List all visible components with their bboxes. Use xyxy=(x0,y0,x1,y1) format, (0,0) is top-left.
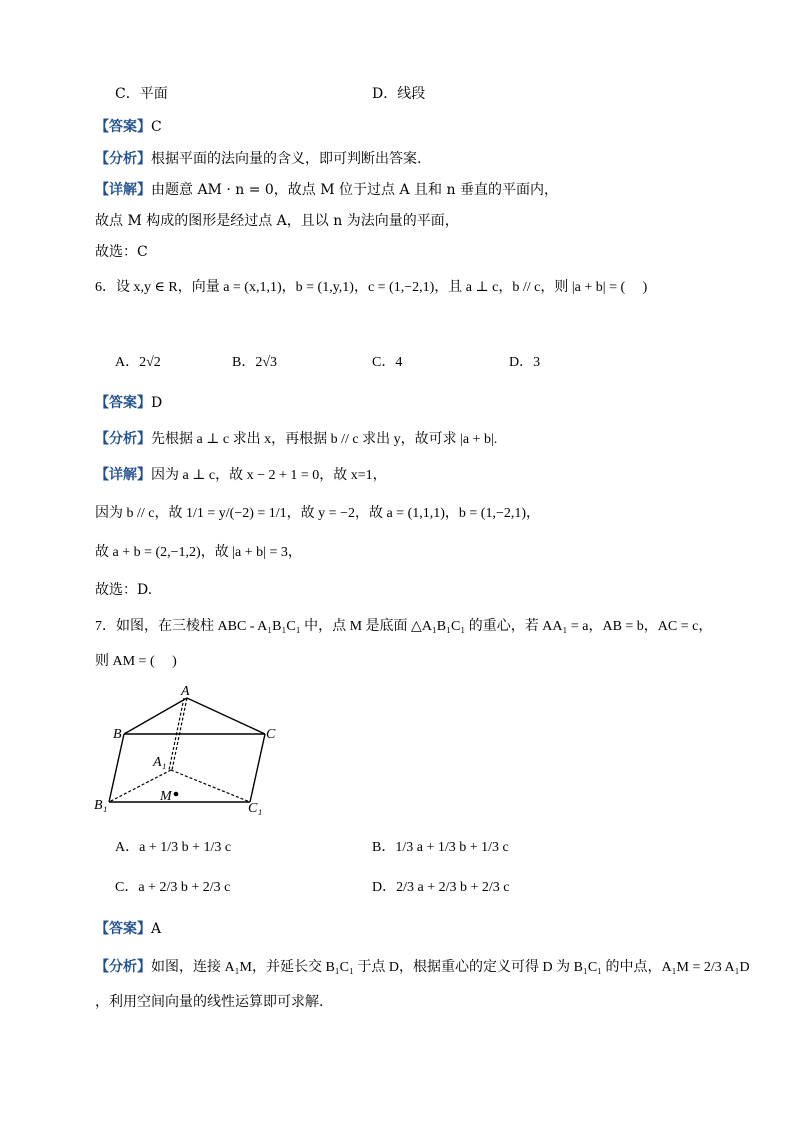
q6-detail-3: 故 a + b = (2,−1,2)，故 |a + b| = 3， xyxy=(95,545,302,560)
q6-detail-line xyxy=(95,465,387,486)
label-A: A xyxy=(181,684,190,699)
label-M: M xyxy=(160,789,172,804)
q7-analysis-1: 如图，连接 A₁M，并延长交 B₁C₁ 于点 D，根据重心的定义可得 D 为 B₁C₁ 的中点，A₁M = 2/3 A₁D xyxy=(151,960,750,975)
edge-AC xyxy=(187,698,265,734)
q7-option-b: B．1/3 a + 1/3 b + 1/3 c xyxy=(372,840,509,855)
label-B1: B₁ xyxy=(94,798,108,813)
q6-analysis-line xyxy=(95,429,497,450)
q5-detail-1: 由题意 AM · n = 0，故点 M 位于过点 A 且和 n 垂直的平面内， xyxy=(151,182,558,198)
answer-tag: 【答案】 xyxy=(95,921,151,937)
label-B: B xyxy=(113,727,122,742)
q7-option-a: A．a + 1/3 b + 1/3 c xyxy=(115,840,232,855)
q6-stem: 6．设 x,y ∈ R，向量 a = (x,1,1)，b = (1,y,1)，c = (1,−2,1)，且 a ⊥ c，b // c，则 |a + b| = ( ) xyxy=(95,280,648,295)
q5-analysis: 根据平面的法向量的含义，即可判断出答案. xyxy=(151,151,422,167)
q7-stem-1: 7．如图，在三棱柱 ABC - A₁B₁C₁ 中，点 M 是底面 △A₁B₁C₁ 的重心，若 AA₁ = a，AB = b，AC = c， xyxy=(95,619,713,634)
detail-tag: 【详解】 xyxy=(95,467,151,483)
q6-option-b: B．2√3 xyxy=(232,355,278,370)
q6-detail-1: 因为 a ⊥ c，故 x − 2 + 1 = 0，故 x=1， xyxy=(151,468,387,483)
prism-figure xyxy=(90,682,290,822)
q6-detail-2: 因为 b // c，故 1/1 = y/(−2) = 1/1，故 y = −2，故 a = (1,1,1)，b = (1,−2,1)， xyxy=(95,506,541,521)
q7-answer: A xyxy=(151,921,162,937)
q5-detail-2: 故点 M 构成的图形是经过点 A，且以 n 为法向量的平面， xyxy=(95,213,459,229)
q5-option-d: D．线段 xyxy=(372,86,426,102)
q7-stem-2: 则 AM = ( ) xyxy=(95,654,177,669)
q6-option-d: D．3 xyxy=(509,355,541,370)
q7-answer-line xyxy=(95,919,161,939)
detail-tag: 【详解】 xyxy=(95,182,151,198)
q7-option-d: D．2/3 a + 2/3 b + 2/3 c xyxy=(372,880,510,895)
analysis-tag: 【分析】 xyxy=(95,151,151,167)
q5-analysis-line xyxy=(95,149,421,169)
q6-answer-line xyxy=(95,393,162,413)
label-C1: C₁ xyxy=(248,801,263,816)
q7-option-c: C．a + 2/3 b + 2/3 c xyxy=(115,880,231,895)
answer-tag: 【答案】 xyxy=(95,119,151,135)
point-M xyxy=(174,792,179,797)
label-A1: A₁ xyxy=(153,755,167,770)
q7-analysis-line xyxy=(95,957,750,978)
q7-analysis-2: ，利用空间向量的线性运算即可求解. xyxy=(95,994,324,1010)
q5-detail-line xyxy=(95,180,558,200)
q5-answer-line xyxy=(95,117,162,137)
q5-answer: C xyxy=(151,119,162,135)
edge-CC1 xyxy=(250,734,265,802)
answer-tag: 【答案】 xyxy=(95,395,151,411)
q6-answer: D xyxy=(151,395,163,411)
label-C: C xyxy=(266,727,276,742)
analysis-tag: 【分析】 xyxy=(95,959,151,975)
q6-option-c: C．4 xyxy=(372,355,403,370)
q6-option-a: A．2√2 xyxy=(115,355,161,370)
q5-choose: 故选：C xyxy=(95,244,148,260)
edge-BB1 xyxy=(109,734,124,802)
edge-A1C1 xyxy=(171,770,250,802)
q6-choose: 故选：D. xyxy=(95,582,153,598)
q6-analysis: 先根据 a ⊥ c 求出 x，再根据 b // c 求出 y，故可求 |a + b|. xyxy=(151,432,498,447)
analysis-tag: 【分析】 xyxy=(95,431,151,447)
q5-option-c: C．平面 xyxy=(115,86,168,102)
